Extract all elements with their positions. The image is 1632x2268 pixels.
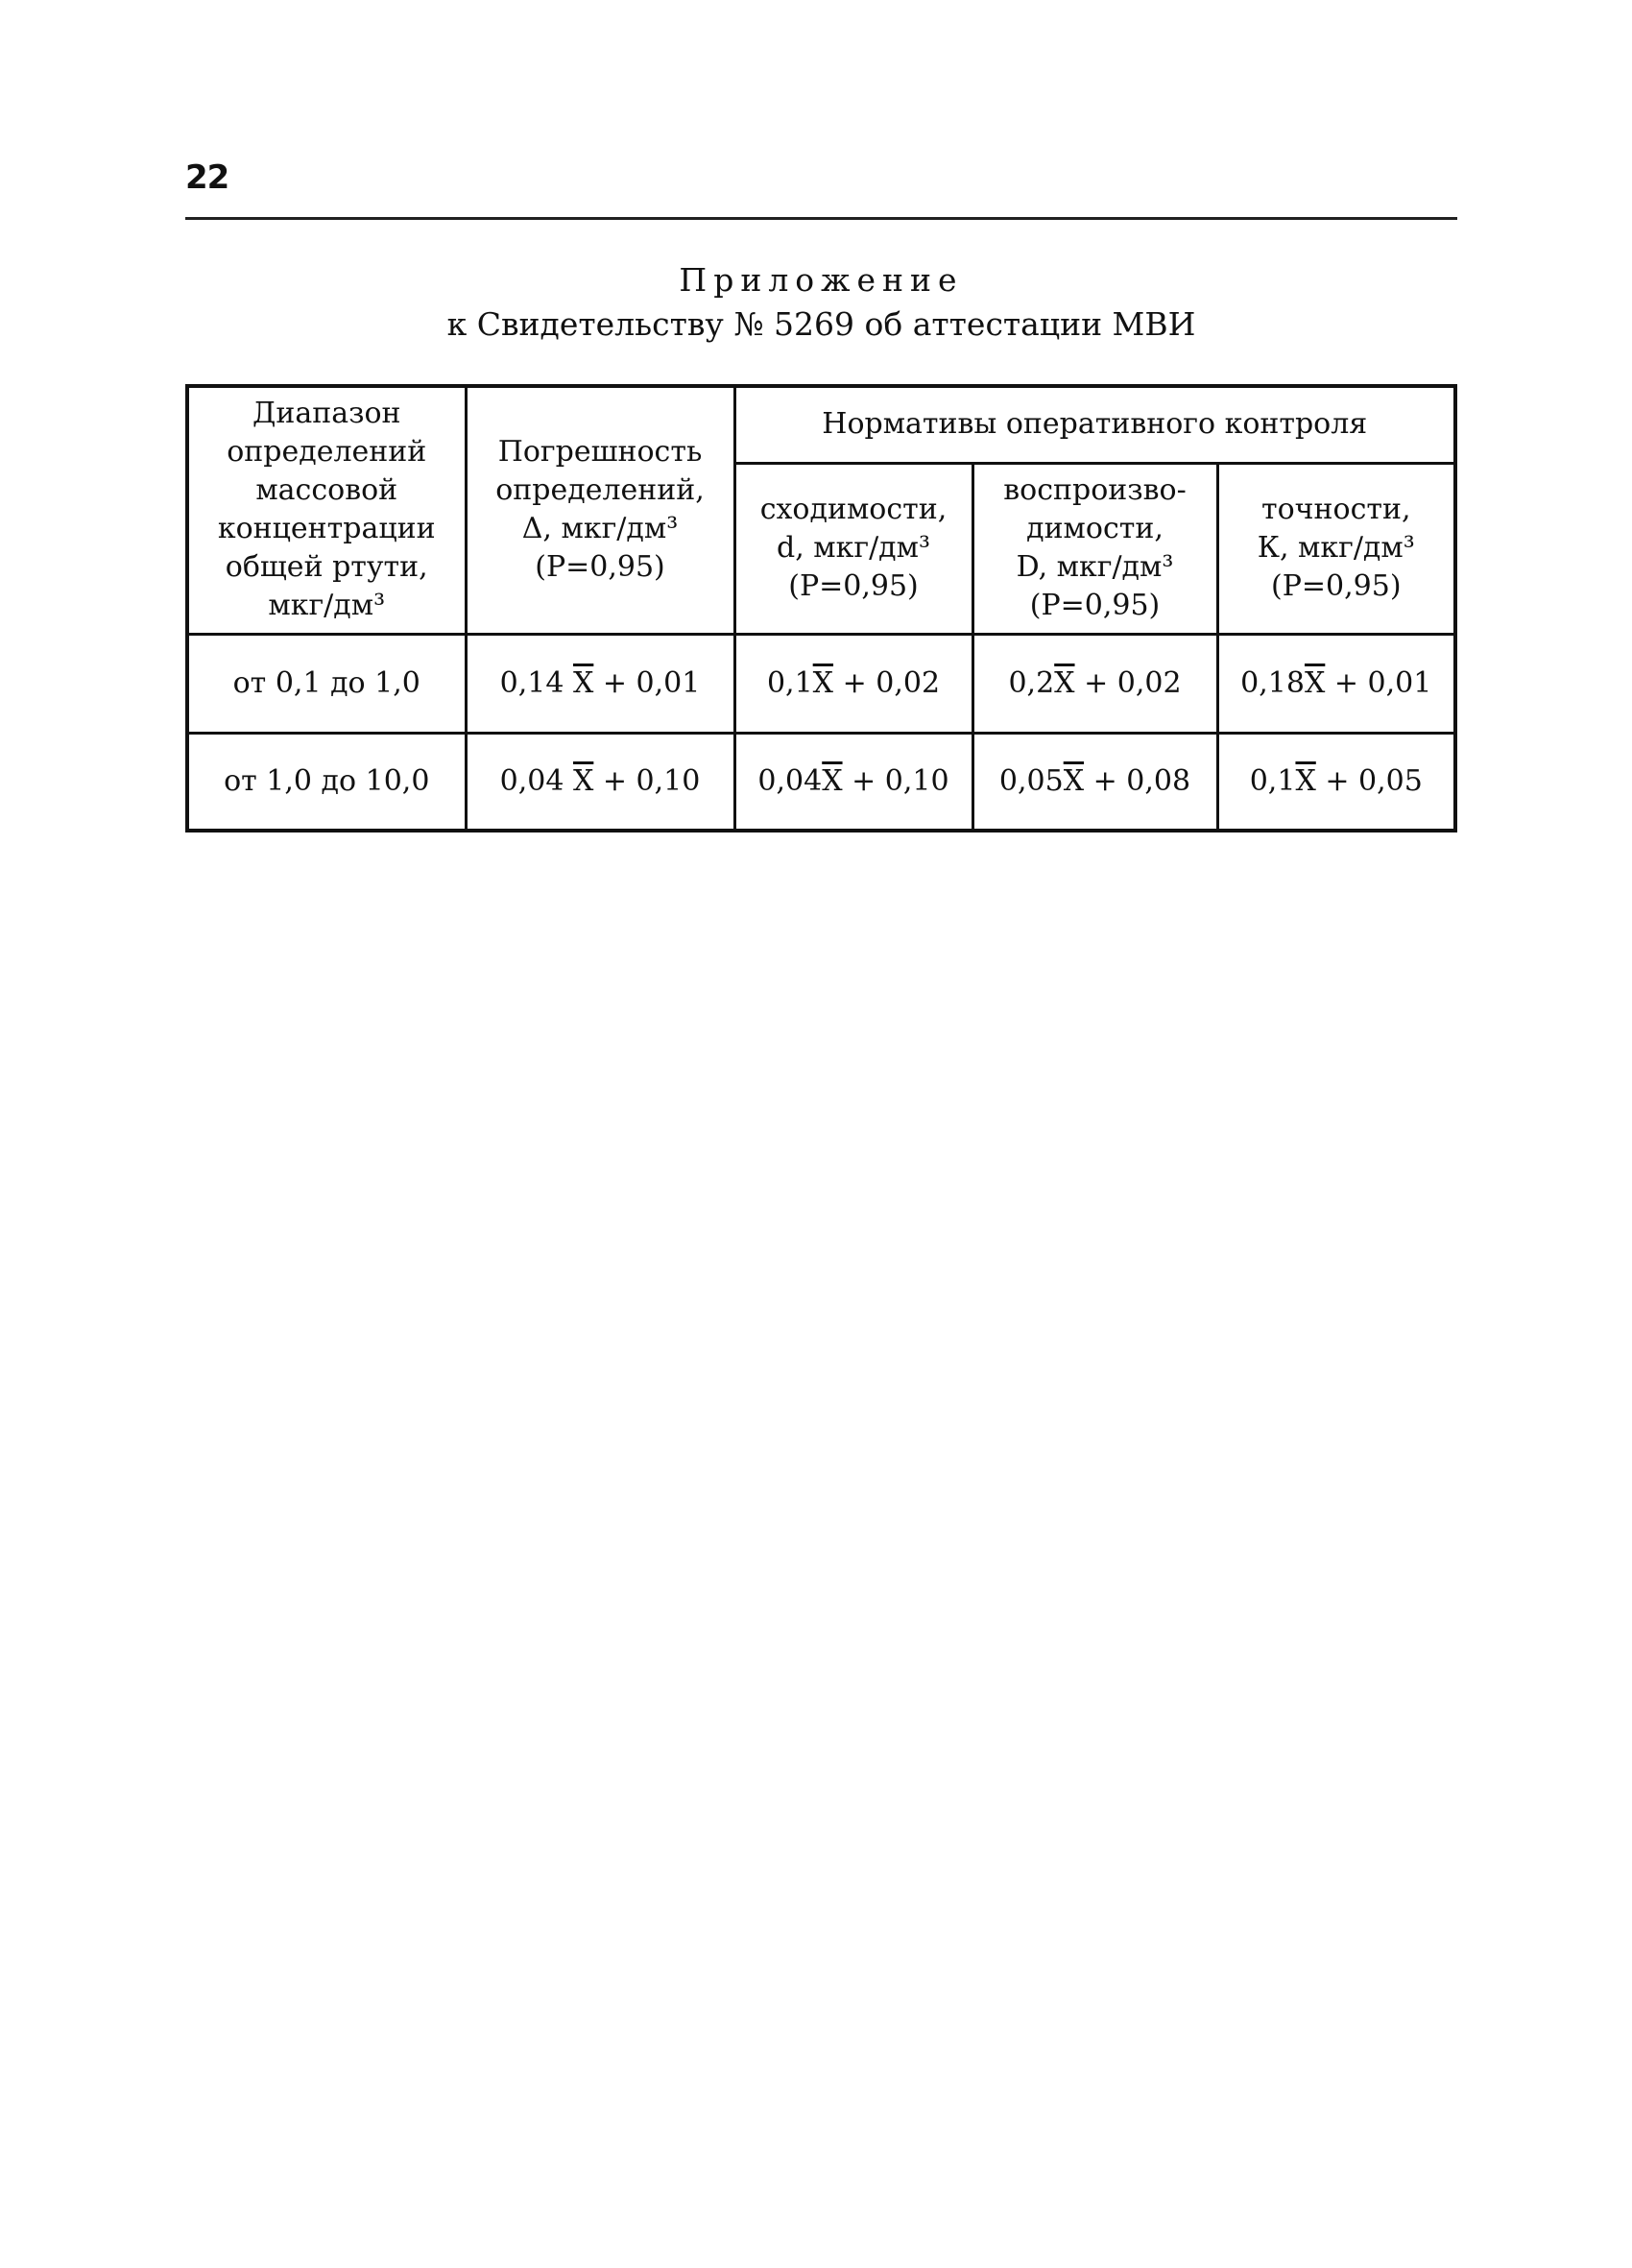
cell-repeatability [734,733,972,831]
term: + 0,08 [1084,763,1191,798]
page-number: 22 [185,158,229,197]
term: + 0,02 [1074,665,1182,700]
header-reproducibility [972,463,1217,634]
table-row [187,634,1455,733]
coef: 0,05 [998,763,1064,798]
term: + 0,05 [1315,763,1423,798]
header-range-line: мкг/дм³ [268,589,386,623]
coef: 0,18 [1240,665,1305,700]
header-repeatability [734,463,972,634]
appendix-subtitle: к Свидетельству № 5269 об аттестации МВИ [446,305,1196,343]
header-range-line: определений [227,435,427,470]
header-repeatability-line: (Р=0,95) [788,569,919,603]
header-range [187,386,466,634]
header-group: Нормативы оперативного контроля [734,386,1455,463]
term: + 0,01 [593,665,701,700]
header-error-line: определений, [495,473,705,508]
x-mean: $\overline{X}$ [1063,763,1085,798]
cell-reproducibility [972,634,1217,733]
x-mean: $\overline{X}$ [572,763,594,798]
cell-range: от 1,0 до 10,0 [187,733,466,831]
coef: 0,1 [766,665,813,700]
cell-reproducibility [972,733,1217,831]
norms-table [185,384,1457,832]
coef: 0,2 [1008,665,1055,700]
term: + 0,10 [842,763,949,798]
header-rule [185,217,1457,220]
header-reproducibility-line: (Р=0,95) [1029,589,1161,622]
term: + 0,10 [593,763,701,798]
header-accuracy-line: точности, [1261,493,1411,526]
header-range-line: концентрации [217,512,436,546]
header-repeatability-line: сходимости, [759,493,948,526]
header-error-line: Погрешность [497,435,703,470]
header-reproducibility-line: димости, [1026,512,1164,545]
header-repeatability-line: d, мкг/дм³ [776,531,931,565]
coef: 0,14 [499,665,573,700]
x-mean: $\overline{X}$ [572,665,594,700]
header-range-line: массовой [255,473,398,508]
cell-error [466,733,734,831]
term: + 0,01 [1325,665,1432,700]
header-error-line: Δ, мкг/дм³ [521,512,679,546]
cell-repeatability [734,634,972,733]
header-accuracy-line: К, мкг/дм³ [1257,531,1415,565]
header-accuracy [1217,463,1455,634]
coef: 0,04 [757,763,823,798]
cell-error [466,634,734,733]
header-error-line: (Р=0,95) [535,550,665,585]
table-row [187,733,1455,831]
header-range-line: общей ртути, [225,550,428,585]
header-error [466,386,734,634]
coef: 0,04 [499,763,573,798]
cell-range: от 0,1 до 1,0 [187,634,466,733]
appendix-title: Приложение [679,261,964,299]
term: + 0,02 [833,665,941,700]
coef: 0,1 [1249,763,1296,798]
header-range-line: Диапазон [252,397,401,431]
header-reproducibility-line: воспроизво- [1003,473,1187,507]
x-mean: $\overline{X}$ [1054,665,1075,700]
cell-accuracy [1217,634,1455,733]
x-mean: $\overline{X}$ [822,763,843,798]
x-mean: $\overline{X}$ [812,665,834,700]
cell-accuracy [1217,733,1455,831]
x-mean: $\overline{X}$ [1304,665,1326,700]
header-accuracy-line: (Р=0,95) [1271,569,1402,603]
header-reproducibility-line: D, мкг/дм³ [1016,550,1174,584]
x-mean: $\overline{X}$ [1295,763,1316,798]
